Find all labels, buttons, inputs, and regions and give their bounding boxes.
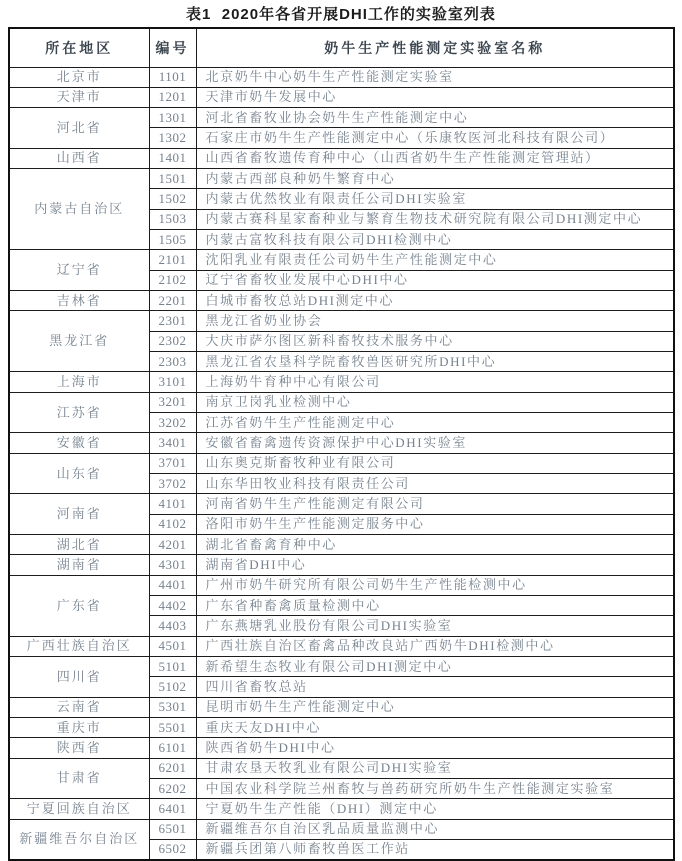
lab-name-cell: 内蒙古西部良种奶牛繁育中心 [196, 169, 674, 189]
table-row [9, 453, 674, 473]
lab-table-body [9, 67, 674, 860]
table-row [9, 799, 674, 819]
region-cell: 四川省 [9, 657, 149, 698]
table-row [9, 718, 674, 738]
lab-name-cell: 新疆维吾尔自治区乳品质量监测中心 [196, 819, 674, 839]
region-cell: 甘肃省 [9, 758, 149, 799]
lab-name-cell: 黑龙江省农垦科学院畜牧兽医研究所DHI中心 [196, 352, 674, 372]
table-row [9, 250, 674, 270]
code-cell: 1501 [149, 169, 196, 189]
lab-name-cell: 昆明市奶牛生产性能测定中心 [196, 697, 674, 717]
code-cell: 1502 [149, 189, 196, 209]
table-header-row [9, 28, 674, 67]
table-row [9, 87, 674, 107]
lab-name-cell: 内蒙古优然牧业有限责任公司DHI实验室 [196, 189, 674, 209]
lab-name-cell: 沈阳乳业有限责任公司奶牛生产性能测定中心 [196, 250, 674, 270]
lab-name-cell: 湖北省畜禽育种中心 [196, 535, 674, 555]
code-cell: 4201 [149, 535, 196, 555]
code-cell: 6202 [149, 778, 196, 798]
region-cell: 江苏省 [9, 392, 149, 433]
lab-name-cell: 四川省畜牧总站 [196, 677, 674, 697]
lab-name-cell: 山西省畜牧遗传育种中心（山西省奶牛生产性能测定管理站） [196, 148, 674, 168]
lab-name-cell: 石家庄市奶牛生产性能测定中心（乐康牧医河北科技有限公司） [196, 128, 674, 148]
code-cell: 2303 [149, 352, 196, 372]
region-cell: 安徽省 [9, 433, 149, 453]
table-title: 表1 2020年各省开展DHI工作的实验室列表 [186, 6, 496, 23]
region-cell: 重庆市 [9, 718, 149, 738]
code-cell: 5102 [149, 677, 196, 697]
region-cell: 辽宁省 [9, 250, 149, 291]
lab-name-cell: 南京卫岗乳业检测中心 [196, 392, 674, 412]
lab-name-cell: 江苏省奶牛生产性能测定中心 [196, 413, 674, 433]
code-cell: 1201 [149, 87, 196, 107]
lab-name-cell: 陕西省奶牛DHI中心 [196, 738, 674, 758]
code-cell: 2302 [149, 331, 196, 351]
lab-name-cell: 河北省畜牧业协会奶牛生产性能测定中心 [196, 108, 674, 128]
column-header-lab-name: 奶牛生产性能测定实验室名称 [196, 28, 674, 67]
code-cell: 3201 [149, 392, 196, 412]
table-row [9, 311, 674, 331]
lab-name-cell: 白城市畜牧总站DHI测定中心 [196, 291, 674, 311]
code-cell: 5101 [149, 657, 196, 677]
code-cell: 4101 [149, 494, 196, 514]
code-cell: 1302 [149, 128, 196, 148]
lab-name-cell: 辽宁省畜牧业发展中心DHI中心 [196, 270, 674, 290]
lab-name-cell: 内蒙古富牧科技有限公司DHI检测中心 [196, 230, 674, 250]
table-row [9, 291, 674, 311]
table-row [9, 636, 674, 656]
code-cell: 6101 [149, 738, 196, 758]
lab-name-cell: 内蒙古赛科星家畜种业与繁育生物技术研究院有限公司DHI测定中心 [196, 209, 674, 229]
code-cell: 4401 [149, 575, 196, 595]
lab-name-cell: 山东奥克斯畜牧种业有限公司 [196, 453, 674, 473]
code-cell: 4402 [149, 596, 196, 616]
lab-name-cell: 新疆兵团第八师畜牧兽医工作站 [196, 839, 674, 859]
code-cell: 2102 [149, 270, 196, 290]
table-row [9, 494, 674, 514]
code-cell: 4501 [149, 636, 196, 656]
region-cell: 山西省 [9, 148, 149, 168]
region-cell: 黑龙江省 [9, 311, 149, 372]
region-cell: 上海市 [9, 372, 149, 392]
lab-name-cell: 山东华田牧业科技有限责任公司 [196, 474, 674, 494]
code-cell: 2201 [149, 291, 196, 311]
lab-name-cell: 河南省奶牛生产性能测定有限公司 [196, 494, 674, 514]
lab-name-cell: 宁夏奶牛生产性能（DHI）测定中心 [196, 799, 674, 819]
code-cell: 1401 [149, 148, 196, 168]
lab-name-cell: 广东燕塘乳业股份有限公司DHI实验室 [196, 616, 674, 636]
code-cell: 3101 [149, 372, 196, 392]
lab-name-cell: 广西壮族自治区畜禽品种改良站广西奶牛DHI检测中心 [196, 636, 674, 656]
region-cell: 新疆维吾尔自治区 [9, 819, 149, 860]
lab-name-cell: 黑龙江省奶业协会 [196, 311, 674, 331]
code-cell: 2101 [149, 250, 196, 270]
code-cell: 3701 [149, 453, 196, 473]
table-row [9, 148, 674, 168]
table-row [9, 555, 674, 575]
region-cell: 陕西省 [9, 738, 149, 758]
region-cell: 湖南省 [9, 555, 149, 575]
region-cell: 河北省 [9, 108, 149, 149]
region-cell: 山东省 [9, 453, 149, 494]
code-cell: 4102 [149, 514, 196, 534]
table-row [9, 169, 674, 189]
lab-name-cell: 天津市奶牛发展中心 [196, 87, 674, 107]
code-cell: 1503 [149, 209, 196, 229]
lab-name-cell: 安徽省畜禽遗传资源保护中心DHI实验室 [196, 433, 674, 453]
code-cell: 4403 [149, 616, 196, 636]
lab-name-cell: 洛阳市奶牛生产性能测定服务中心 [196, 514, 674, 534]
code-cell: 2301 [149, 311, 196, 331]
region-cell: 天津市 [9, 87, 149, 107]
table-row [9, 392, 674, 412]
lab-name-cell: 新希望生态牧业有限公司DHI测定中心 [196, 657, 674, 677]
code-cell: 1101 [149, 67, 196, 87]
code-cell: 5301 [149, 697, 196, 717]
lab-name-cell: 重庆天友DHI中心 [196, 718, 674, 738]
code-cell: 6401 [149, 799, 196, 819]
region-cell: 河南省 [9, 494, 149, 535]
region-cell: 广东省 [9, 575, 149, 636]
column-header-code: 编号 [149, 28, 196, 67]
code-cell: 1505 [149, 230, 196, 250]
table-row [9, 758, 674, 778]
table-row [9, 108, 674, 128]
table-row [9, 657, 674, 677]
lab-name-cell: 广州市奶牛研究所有限公司奶牛生产性能检测中心 [196, 575, 674, 595]
lab-name-cell: 上海奶牛育种中心有限公司 [196, 372, 674, 392]
lab-name-cell: 甘肃农垦天牧乳业有限公司DHI实验室 [196, 758, 674, 778]
code-cell: 3702 [149, 474, 196, 494]
code-cell: 6501 [149, 819, 196, 839]
table-row [9, 433, 674, 453]
table-row [9, 535, 674, 555]
region-cell: 湖北省 [9, 535, 149, 555]
region-cell: 内蒙古自治区 [9, 169, 149, 250]
code-cell: 3202 [149, 413, 196, 433]
table-row [9, 738, 674, 758]
code-cell: 3401 [149, 433, 196, 453]
table-row [9, 372, 674, 392]
code-cell: 5501 [149, 718, 196, 738]
column-header-region: 所在地区 [9, 28, 149, 67]
lab-name-cell: 广东省种畜禽质量检测中心 [196, 596, 674, 616]
region-cell: 宁夏回族自治区 [9, 799, 149, 819]
code-cell: 1301 [149, 108, 196, 128]
lab-name-cell: 湖南省DHI中心 [196, 555, 674, 575]
table-row [9, 67, 674, 87]
region-cell: 广西壮族自治区 [9, 636, 149, 656]
region-cell: 云南省 [9, 697, 149, 717]
code-cell: 6201 [149, 758, 196, 778]
lab-name-cell: 中国农业科学院兰州畜牧与兽药研究所奶牛生产性能测定实验室 [196, 778, 674, 798]
region-cell: 吉林省 [9, 291, 149, 311]
code-cell: 4301 [149, 555, 196, 575]
code-cell: 6502 [149, 839, 196, 859]
table-row [9, 697, 674, 717]
dhi-lab-table [8, 27, 675, 861]
lab-name-cell: 北京奶牛中心奶牛生产性能测定实验室 [196, 67, 674, 87]
lab-name-cell: 大庆市萨尔图区新科畜牧技术服务中心 [196, 331, 674, 351]
table-row [9, 575, 674, 595]
table-row [9, 819, 674, 839]
region-cell: 北京市 [9, 67, 149, 87]
